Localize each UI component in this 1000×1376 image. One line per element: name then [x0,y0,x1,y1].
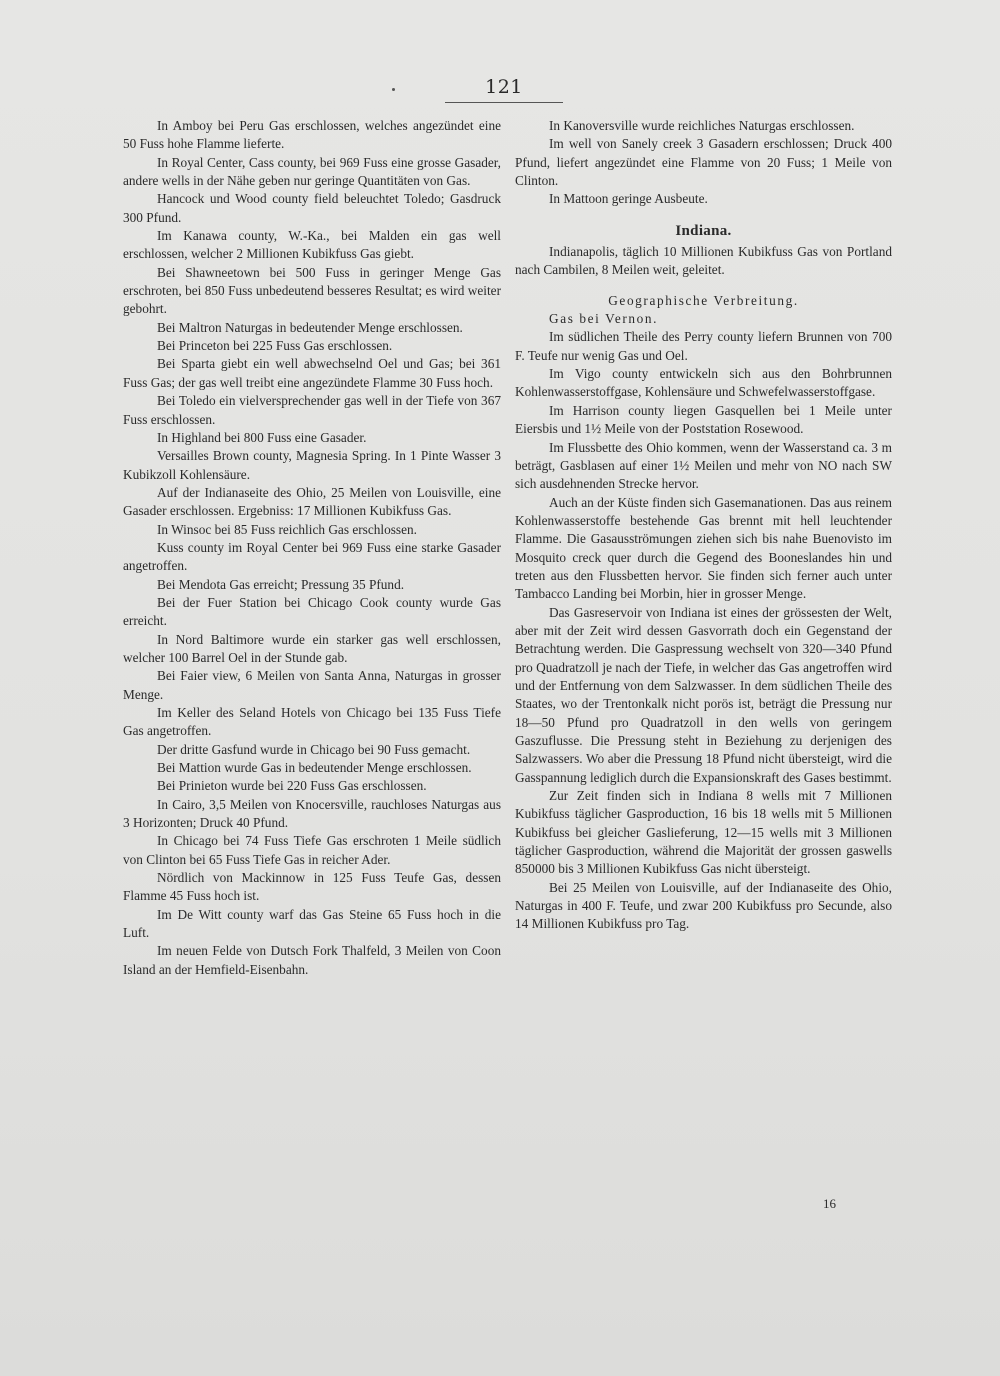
paragraph: Bei Faier view, 6 Meilen von Santa Anna, Naturgas in grosser Menge. [123,668,501,702]
left-column [123,117,501,979]
paragraph: Im Kanawa county, W.-Ka., bei Malden ein gas well erschlossen, welcher 2 Millionen Kubikfuss Gas giebt. [123,228,501,262]
subsection-heading: Geographische Verbreitung. [608,292,799,308]
right-column-bottom [515,328,892,933]
paragraph: Im Flussbette des Ohio kommen, wenn der Wasserstand ca. 3 m beträgt, Gasblasen auf einer 1½ Meilen und mehr von NO nach SW sich ausdehnenden Strecke hervor. [515,439,892,492]
paragraph: Indianapolis, täglich 10 Millionen Kubikfuss Gas von Portland nach Cambilen, 8 Meilen weit, geleitet. [515,244,892,278]
paragraph: In Amboy bei Peru Gas erschlossen, welches angezündet eine 50 Fuss hohe Flamme lieferte. [123,118,501,152]
ink-dot [392,88,395,91]
signature-mark: 16 [823,1196,836,1211]
paragraph: In Highland bei 800 Fuss eine Gasader. [157,429,367,445]
section-heading-indiana: Indiana. [675,222,732,239]
paragraph: Das Gasreservoir von Indiana ist eines der grössesten der Welt, aber mit der Zeit wird dessen Gasvorrath doch ein Gegenstand der Betrachtung werden. Die Gaspressung wechselt von 320—340 Pfund pro Quadratzoll je nach der Tiefe, in welcher das Gas angetroffen wird und der Entfernung von dem Salzwasser. In dem südlichen Theile des Staates, wo der Trentonkalk nicht porös ist, beträgt die Pressung nur 18—50 Pfund pro Quadratzoll in den wells von geringem Gaszuflusse. Die Pressung steht in Beziehung zu derjenigen des Salzwassers. Wo aber die Pressung 18 Pfund nicht übersteigt, wird die Gasspannung lediglich durch die Expansionskraft des Gases bestimmt. [515,604,892,785]
paragraph: Zur Zeit finden sich in Indiana 8 wells mit 7 Millionen Kubikfuss täglicher Gasproduction, 16 bis 18 wells mit 5 Millionen Kubikfuss bei gleicher Gaslieferung, 12—15 wells mit 3 Millionen täglicher Gasproduction, während die Majorität der grossen gaswells 850000 bis 3 Millionen Kubikfuss Gas nicht übersteigt. [515,788,892,877]
paragraph: Nördlich von Mackinnow in 125 Fuss Teufe Gas, dessen Flamme 45 Fuss hoch ist. [123,870,501,904]
paragraph: Bei Prinieton wurde bei 220 Fuss Gas erschlossen. [157,778,427,794]
paragraph: Auch an der Küste finden sich Gasemanationen. Das aus reinem Kohlenwasserstoffe bestehende Gas brennt mit hell leuchtender Flamme. Die Gasausströmungen ziehen sich bis nahe Buenovisto im Mosquito creck quer durch die Gegend des Booneslandes hin und treten aus den Flussbetten hervor. Sie finden sich ferner auch unter Tambacco Landing bei Morbin, hier in grosser Menge. [515,494,892,602]
paragraph: Bei Maltron Naturgas in bedeutender Menge erschlossen. [157,319,463,335]
paragraph: Bei Shawneetown bei 500 Fuss in geringer Menge Gas erschroten, bei 850 Fuss unbedeutend besseres Resultat; es wird weiter gebohrt. [123,264,501,317]
paragraph: Der dritte Gasfund wurde in Chicago bei 90 Fuss gemacht. [157,741,471,757]
paragraph: In Winsoc bei 85 Fuss reichlich Gas erschlossen. [157,521,417,537]
paragraph: In Royal Center, Cass county, bei 969 Fuss eine grosse Gasader, andere wells in der Nähe geben nur geringe Quantitäten von Gas. [123,154,501,189]
paragraph: Auf der Indianaseite des Ohio, 25 Meilen von Louisville, eine Gasader erschlossen. Ergebniss: 17 Millionen Kubikfuss Gas. [123,484,501,519]
paragraph: Versailles Brown county, Magnesia Spring. In 1 Pinte Wasser 3 Kubikzoll Kohlensäure. [123,448,501,482]
paragraph: Bei 25 Meilen von Louisville, auf der Indianaseite des Ohio, Naturgas in 400 F. Teufe, und zwar 200 Kubikfuss pro Secunde, also 14 Millionen Kubikfuss pro Tag. [515,879,892,932]
paragraph: Im De Witt county warf das Gas Steine 65 Fuss hoch in die Luft. [123,906,501,941]
paragraph: Im Harrison county liegen Gasquellen bei 1 Meile unter Eiersbis und 1½ Meile von der Poststation Rosewood. [515,402,892,437]
paragraph: In Nord Baltimore wurde ein starker gas well erschlossen, welcher 100 Barrel Oel in der Stunde gab. [123,631,501,665]
paragraph: Im Vigo county entwickeln sich aus den Bohrbrunnen Kohlenwasserstoffgase, Kohlensäure und Schwefelwasserstoffgase. [515,366,892,400]
paragraph: Im well von Sanely creek 3 Gasadern erschlossen; Druck 400 Pfund, liefert angezündet eine Flamme von 20 Fuss; 1 Meile von Clinton. [515,136,892,189]
page-number: 121 [445,76,563,103]
paragraph: Hancock und Wood county field beleuchtet Toledo; Gasdruck 300 Pfund. [123,191,501,225]
paragraph: In Mattoon geringe Ausbeute. [549,191,708,207]
paragraph: Im südlichen Theile des Perry county liefern Brunnen von 700 F. Teufe nur wenig Gas und Oel. [515,329,892,363]
paragraph: Bei Mattion wurde Gas in bedeutender Menge erschlossen. [157,760,472,776]
gas-subheading: Gas bei Vernon. [549,311,659,327]
paragraph: Bei Sparta giebt ein well abwechselnd Oel und Gas; bei 361 Fuss Gas; der gas well treibt eine angezündete Flamme 30 Fuss hoch. [123,356,501,390]
paragraph: Bei Princeton bei 225 Fuss Gas erschlossen. [157,338,393,354]
right-column [515,117,892,934]
paragraph: Im neuen Felde von Dutsch Fork Thalfeld, 3 Meilen von Coon Island an der Hemfield-Eisenbahn. [123,943,501,977]
paragraph: In Chicago bei 74 Fuss Tiefe Gas erschroten 1 Meile südlich von Clinton bei 65 Fuss Tiefe Gas in reicher Ader. [123,833,501,867]
paragraph: In Kanoversville wurde reichliches Naturgas erschlossen. [549,118,855,133]
paragraph: Kuss county im Royal Center bei 969 Fuss eine starke Gasader angetroffen. [123,539,501,574]
paragraph: Im Keller des Seland Hotels von Chicago bei 135 Fuss Tiefe Gas angetroffen. [123,705,501,739]
right-column-top [515,117,892,209]
paragraph: Bei Toledo ein vielversprechender gas well in der Tiefe von 367 Fuss erschlossen. [123,393,501,427]
paragraph: Bei Mendota Gas erreicht; Pressung 35 Pfund. [157,576,405,592]
paragraph: Bei der Fuer Station bei Chicago Cook county wurde Gas erreicht. [123,594,501,629]
paragraph: In Cairo, 3,5 Meilen von Knocersville, rauchloses Naturgas aus 3 Horizonten; Druck 40 Pfund. [123,796,501,831]
